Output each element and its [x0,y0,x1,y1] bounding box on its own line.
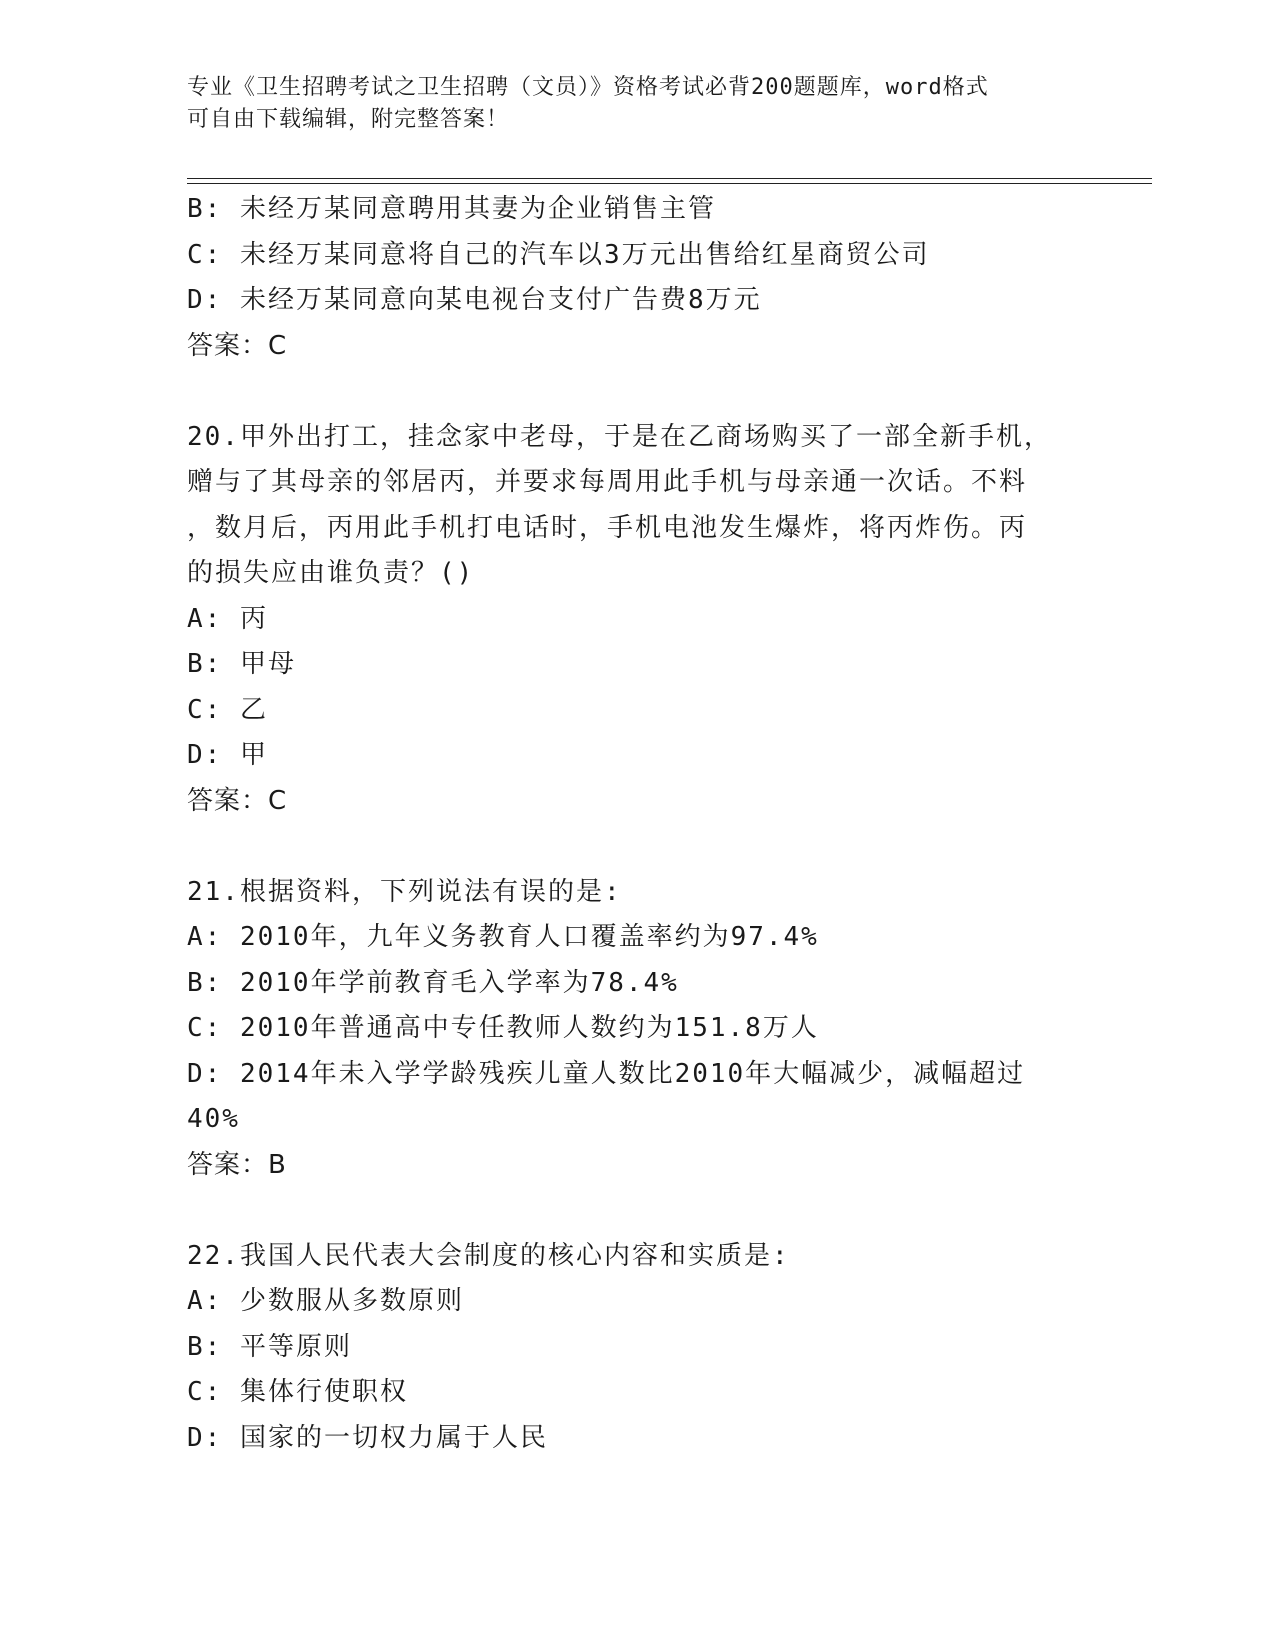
option-a: A: 丙 [187,603,268,634]
option-b: B: 未经万某同意聘用其妻为企业销售主管 [187,194,716,224]
header-rule-top [187,178,1152,179]
spacer [187,369,1067,415]
option-d-continued: 40% [187,1104,240,1134]
question-stem: 赠与了其母亲的邻居丙，并要求每周用此手机与母亲通一次话。不料 [187,467,1028,497]
spacer [187,824,1067,870]
question-20 [187,415,1067,825]
option-b: B: 2010年学前教育毛入学率为78.4% [187,967,679,998]
answer: 答案：C [187,330,288,361]
question-22 [187,1234,1067,1462]
option-a: A: 少数服从多数原则 [187,1286,464,1316]
option-c: C: 集体行使职权 [187,1377,408,1407]
header-rule-bottom [187,183,1152,184]
spacer [187,1188,1067,1234]
header-line-1: 专业《卫生招聘考试之卫生招聘（文员）》资格考试必背200题题库，word格式 [187,75,989,100]
option-d: D: 国家的一切权力属于人民 [187,1422,548,1453]
question-21 [187,870,1067,1189]
answer: 答案：C [187,785,288,816]
option-c: C: 未经万某同意将自己的汽车以3万元出售给红星商贸公司 [187,239,930,270]
header-line-2: 可自由下载编辑，附完整答案！ [187,107,510,132]
question-stem: 20.甲外出打工，挂念家中老母，于是在乙商场购买了一部全新手机， [187,421,1052,452]
question-list [187,187,1067,1461]
question-19 [187,187,1067,369]
option-d: D: 2014年未入学学龄残疾儿童人数比2010年大幅减少，减幅超过 [187,1058,1026,1089]
question-stem: 的损失应由谁负责？() [187,558,475,588]
answer: 答案：B [187,1149,287,1180]
option-b: B: 平等原则 [187,1331,352,1362]
option-b: B: 甲母 [187,649,296,679]
option-a: A: 2010年，九年义务教育人口覆盖率约为97.4% [187,922,819,952]
document-header [187,72,1087,136]
question-stem: 22.我国人民代表大会制度的核心内容和实质是: [187,1240,790,1271]
option-c: C: 2010年普通高中专任教师人数约为151.8万人 [187,1013,819,1043]
option-d: D: 未经万某同意向某电视台支付广告费8万元 [187,285,762,315]
option-d: D: 甲 [187,740,268,770]
option-c: C: 乙 [187,694,268,725]
question-stem: 21.根据资料，下列说法有误的是: [187,876,622,907]
question-stem: ，数月后，丙用此手机打电话时，手机电池发生爆炸，将丙炸伤。丙 [187,512,1028,543]
